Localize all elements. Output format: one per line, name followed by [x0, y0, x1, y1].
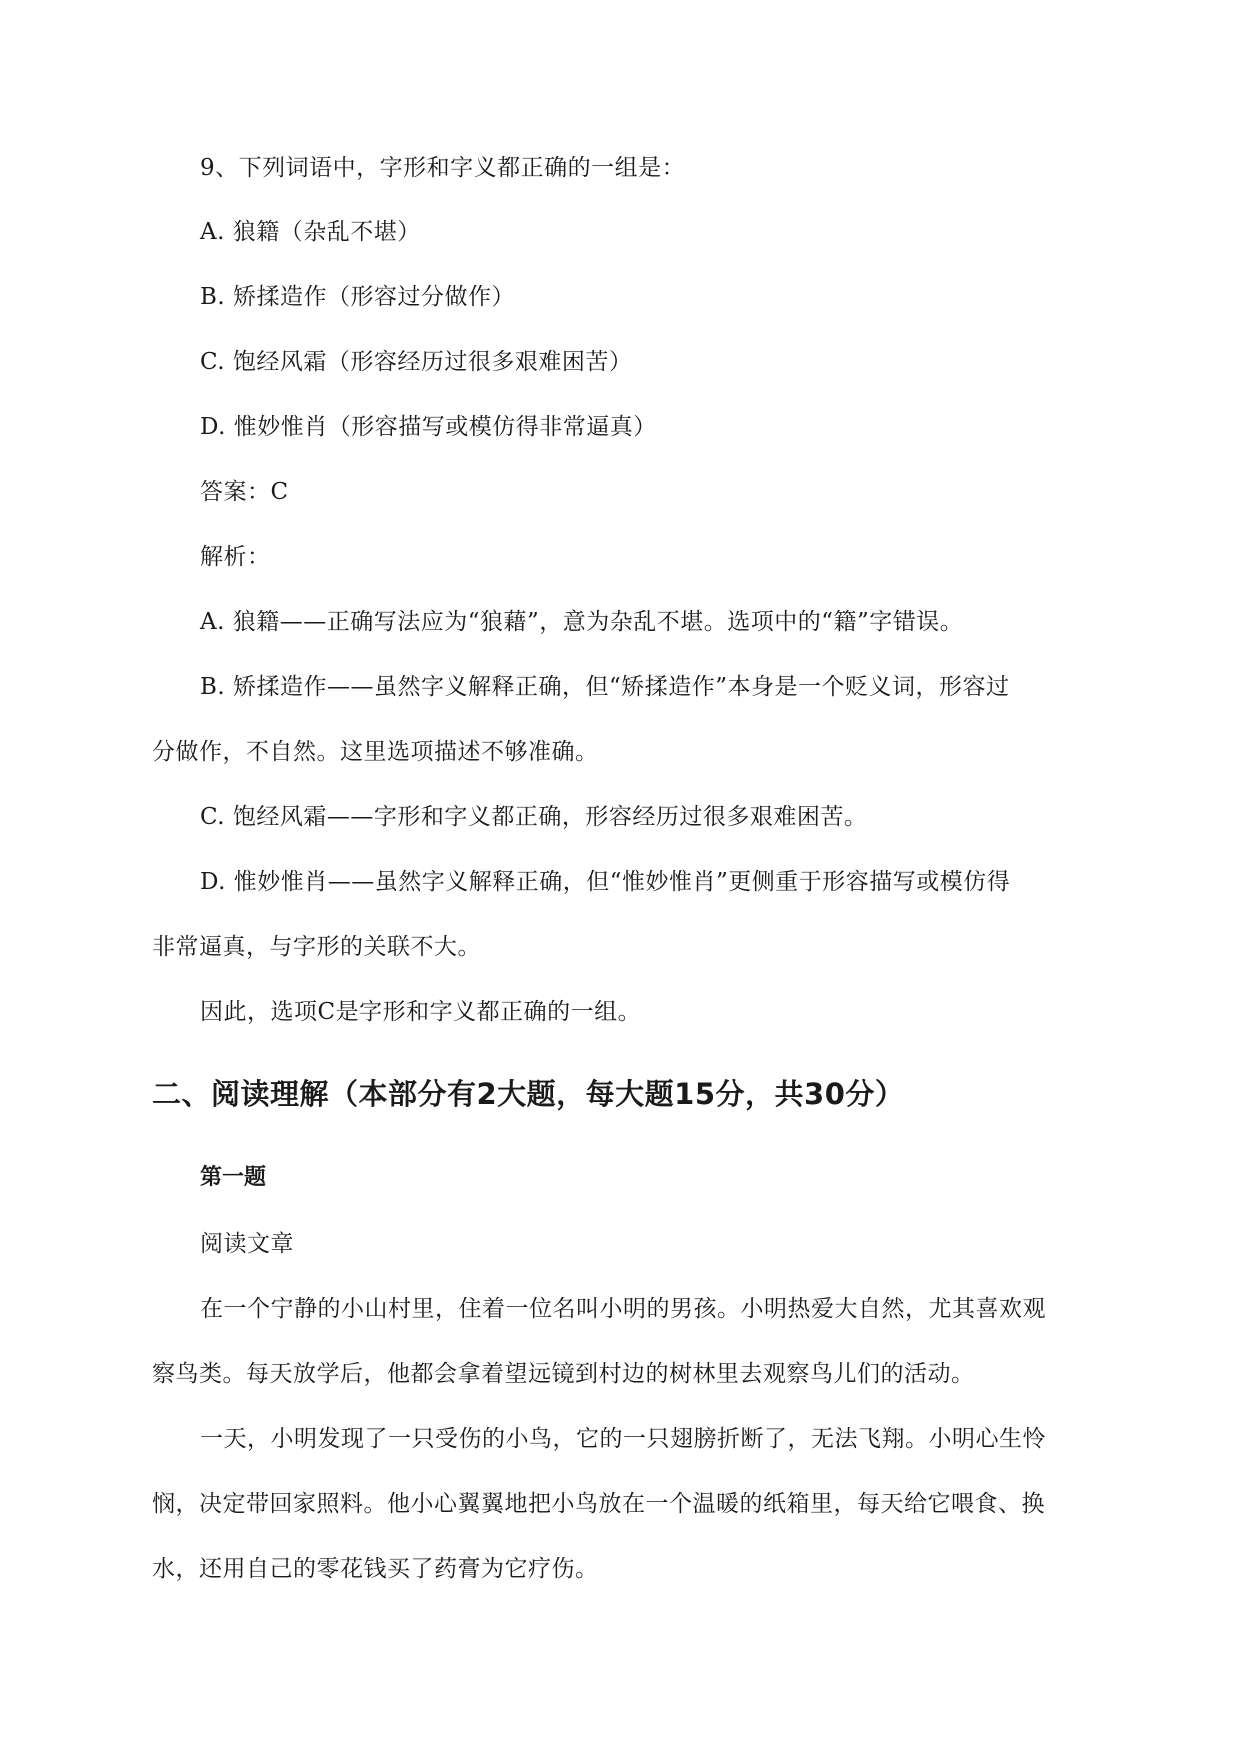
- analysis-label: 解析：: [200, 544, 271, 570]
- analysis-c: C. 饱经风霜——字形和字义都正确，形容经历过很多艰难困苦。: [200, 804, 868, 830]
- section-heading: 二、阅读理解（本部分有2大题，每大题15分，共30分）: [152, 1077, 905, 1111]
- option-d: D. 惟妙惟肖（形容描写或模仿得非常逼真）: [200, 414, 657, 440]
- analysis-b-line1: B. 矫揉造作——虽然字义解释正确，但“矫揉造作”本身是一个贬义词，形容过: [200, 674, 1010, 700]
- option-a: A. 狼籍（杂乱不堪）: [200, 219, 421, 245]
- analysis-b-line2: 分做作，不自然。这里选项描述不够准确。: [152, 739, 599, 765]
- read-label: 阅读文章: [200, 1231, 294, 1257]
- passage-p2-line1: 一天，小明发现了一只受伤的小鸟，它的一只翅膀折断了，无法飞翔。小明心生怜: [200, 1426, 1046, 1452]
- option-c: C. 饱经风霜（形容经历过很多艰难困苦）: [200, 349, 633, 375]
- analysis-d-line2: 非常逼真，与字形的关联不大。: [152, 934, 481, 960]
- analysis-d-line1: D. 惟妙惟肖——虽然字义解释正确，但“惟妙惟肖”更侧重于形容描写或模仿得: [200, 869, 1011, 895]
- option-b: B. 矫揉造作（形容过分做作）: [200, 284, 516, 310]
- part-title: 第一题: [200, 1165, 267, 1190]
- analysis-a: A. 狼籍——正确写法应为“狼藉”，意为杂乱不堪。选项中的“籍”字错误。: [200, 609, 964, 635]
- conclusion: 因此，选项C是字形和字义都正确的一组。: [200, 999, 642, 1025]
- passage-p1-line2: 察鸟类。每天放学后，他都会拿着望远镜到村边的树林里去观察鸟儿们的活动。: [152, 1361, 975, 1387]
- passage-p2-line2: 悯，决定带回家照料。他小心翼翼地把小鸟放在一个温暖的纸箱里，每天给它喂食、换: [152, 1491, 1045, 1517]
- question-stem: 9、下列词语中，字形和字义都正确的一组是：: [200, 155, 686, 181]
- answer-line: 答案：C: [200, 479, 289, 505]
- passage-p2-line3: 水，还用自己的零花钱买了药膏为它疗伤。: [152, 1556, 599, 1582]
- passage-p1-line1: 在一个宁静的小山村里，住着一位名叫小明的男孩。小明热爱大自然，尤其喜欢观: [200, 1296, 1046, 1322]
